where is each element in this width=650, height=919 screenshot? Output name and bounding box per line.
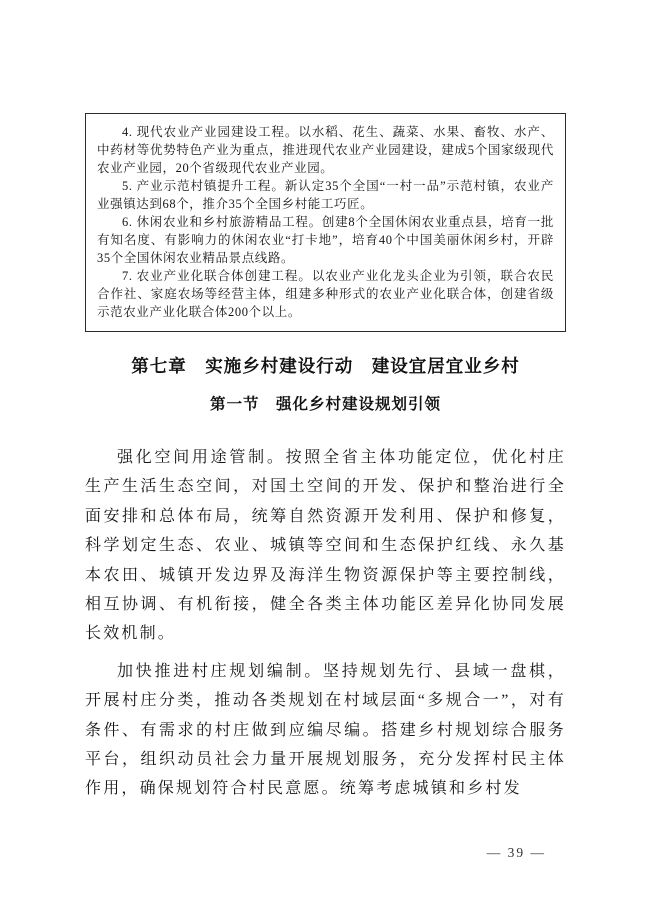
body-paragraph: 强化空间用途管制。按照全省主体功能定位，优化村庄生产生活生态空间，对国土空间的开发、保护和整治进行全面安排和总体布局，统筹自然资源开发利用、保护和修复，科学划定生态、农业、城镇等空间和生态保护红线、永久基本农田、城镇开发边界及海洋生物资源保护等主要控制线，相互协调、有机衔接，健全各类主体功能区差异化协同发展长效机制。 xyxy=(85,449,566,643)
body-paragraph: 加快推进村庄规划编制。坚持规划先行、县域一盘棋，开展村庄分类，推动各类规划在村域层面“多规合一”，对有条件、有需求的村庄做到应编尽编。搭建乡村规划综合服务平台，组织动员社会力量开展规划服务，充分发挥村民主体作用，确保规划符合村民意愿。统筹考虑城镇和乡村发 xyxy=(85,662,566,798)
notice-box xyxy=(85,113,566,332)
box-item: 5. 产业示范村镇提升工程。新认定35个全国“一村一品”示范村镇，农业产业强镇达到68个，推介35个全国乡村能工巧匠。 xyxy=(97,179,554,211)
box-item: 6. 休闲农业和乡村旅游精品工程。创建8个全国休闲农业重点县，培育一批有知名度、有影响力的休闲农业“打卡地”，培育40个中国美丽休闲乡村，开辟35个全国休闲农业精品景点线路。 xyxy=(97,215,554,265)
box-item: 4. 现代农业产业园建设工程。以水稻、花生、蔬菜、水果、畜牧、水产、中药材等优势特色产业为重点，推进现代农业产业园建设，建成5个国家级现代农业产业园，20个省级现代农业产业园。 xyxy=(97,125,554,175)
page-content xyxy=(85,113,566,804)
chapter-heading: 第七章 实施乡村建设行动 建设宜居宜业乡村 xyxy=(131,356,520,376)
section-heading: 第一节 强化乡村建设规划引领 xyxy=(209,396,441,413)
page-number: — 39 — xyxy=(486,845,546,860)
box-item: 7. 农业产业化联合体创建工程。以农业产业化龙头企业为引领，联合农民合作社、家庭农场等经营主体，组建多种形式的农业产业化联合体，创建省级示范农业产业化联合体200个以上。 xyxy=(97,269,554,319)
